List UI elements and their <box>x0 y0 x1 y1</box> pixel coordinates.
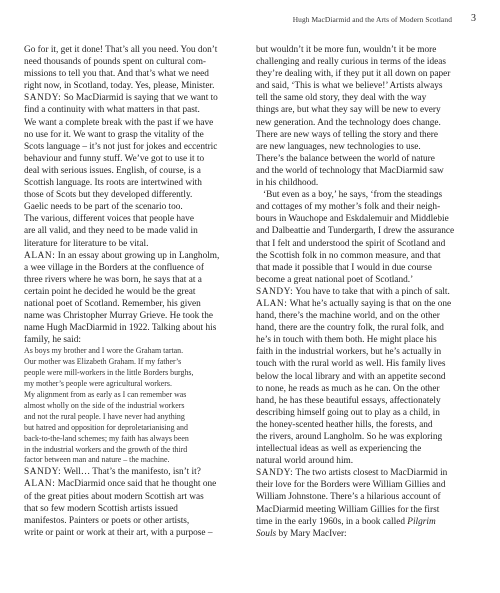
text-line: things are, but what they say will be new to every <box>256 105 441 116</box>
text-line: three rivers where he was born, he says that at a <box>24 274 202 285</box>
text-line: no use for it. We want to grasp the vitality of the <box>24 129 204 140</box>
quote-line: my mother’s people were agricultural workers. <box>24 379 172 389</box>
text-line: the Scottish folk in no common measure, and that <box>256 250 441 261</box>
left-column <box>24 44 235 539</box>
right-column <box>256 44 467 540</box>
text-line: Scottish language. Its roots are intertwined with <box>24 178 202 189</box>
text-line: those of Scots but they developed differently. <box>24 190 193 201</box>
paragraph <box>256 298 467 467</box>
text-line: tell the same old story, they deal with the way <box>256 93 427 104</box>
text-line: and said, ‘This is what we believe!’ Artists always <box>256 81 443 92</box>
paragraph <box>24 44 235 92</box>
page-header <box>24 15 476 29</box>
paragraph <box>256 189 467 286</box>
paragraph <box>256 44 467 189</box>
quote-line: people were mill-workers in the little Borders burghs, <box>24 368 194 378</box>
text-line: a wee village in the Borders at the confluence of <box>24 262 204 273</box>
text-line: they’re dealing with, if they put it all down on paper <box>256 69 451 80</box>
text-line: Well… That’s the manifesto, isn’t it? <box>63 467 201 478</box>
text-line: the honey-scented heather hills, the forests, and <box>256 419 433 430</box>
text-line: certain point he decided he would be the great <box>24 286 196 297</box>
text-line: and cottages of my mother’s folk and their neigh- <box>256 202 441 213</box>
quote-line: My alignment from as early as I can remember was <box>24 389 187 399</box>
text-line: The two artists closest to MacDiarmid in <box>295 468 448 479</box>
running-head: Hugh MacDiarmid and the Arts of Modern Scotland <box>292 15 452 24</box>
paragraph <box>24 92 235 249</box>
text-line: You have to take that with a pinch of salt. <box>295 286 450 297</box>
text-line: MacDiarmid meeting William Gillies for the first <box>256 504 440 515</box>
text-line: that so few modern Scottish artists issued <box>24 503 178 514</box>
text-line: but wouldn’t it be more fun, wouldn’t it be more <box>256 45 437 55</box>
speaker-label: ALAN: <box>24 250 56 261</box>
quote-line: and not the rural people. I have never had anything <box>24 411 185 421</box>
text-line: William Johnstone. There’s a hilarious account of <box>256 492 441 503</box>
text-line: right now, in Scotland, today. Yes, please, Minister. <box>24 81 215 92</box>
paragraph <box>256 467 467 540</box>
text-line: that made it possible that I would in due course <box>256 262 432 273</box>
quote-line: in the industrial workers and the growth of the third <box>24 444 188 454</box>
text-line: describing himself going out to play as a child, in <box>256 407 440 418</box>
text-line: their love for the Borders were William Gillies and <box>256 480 446 491</box>
text-line: bours in Wauchope and Eskdalemuir and Middlebie <box>256 214 449 225</box>
text-line: are all valid, and they need to be made valid in <box>24 226 198 237</box>
text-line: Scots language – it’s not just for jokes and eccentric <box>24 141 218 152</box>
text-line: of the great pities about modern Scottish art was <box>24 491 204 502</box>
text-line: he’s in touch with them both. He might place his <box>256 335 437 346</box>
text-line: Go for it, get it done! That’s all you need. You don’t <box>24 45 218 55</box>
speaker-label: SANDY: <box>24 467 62 478</box>
text-line: that I felt and understood the spirit of Scotland and <box>256 238 446 249</box>
quote-line: As boys my brother and I wore the Graham tartan. <box>24 346 184 356</box>
text-line: name Hugh MacDiarmid in 1922. Talking about his <box>24 323 217 334</box>
speaker-label: ALAN: <box>24 479 56 490</box>
text-line: We want a complete break with the past if we have <box>24 117 214 128</box>
page-number: 3 <box>471 13 476 24</box>
text-line: intellectual ideas as well as experiencing the <box>256 444 422 455</box>
quote-line: back-to-the-land schemes; my faith has always been <box>24 433 189 443</box>
text-line: below the local library and with an appetite second <box>256 371 446 382</box>
text-line: What he’s actually saying is that on the one <box>289 298 452 309</box>
text-line: faith in the industrial workers, but he’s actually in <box>256 347 442 358</box>
text-line: natural world around him. <box>256 456 354 467</box>
text-line: There’s the balance between the world of nature <box>256 153 435 164</box>
paragraph <box>256 286 467 298</box>
text-line: deal with serious issues. English, of course, is a <box>24 165 201 176</box>
text-line: missions to tell you that. And that’s what we need <box>24 69 209 80</box>
text-line: family, he said: <box>24 335 81 346</box>
text-line: behaviour and funny stuff. We’ve got to use it to <box>24 153 205 164</box>
text-line: need thousands of pounds spent on cultural com- <box>24 57 207 68</box>
speaker-label: SANDY: <box>256 468 294 479</box>
text-line: hand, there are the country folk, the rural folk, and <box>256 323 444 334</box>
book-title: Pilgrim <box>407 516 436 527</box>
text-line: literature for literature to be vital. <box>24 238 149 249</box>
text-line: find a continuity with what matters in that past. <box>24 105 200 116</box>
text-line: name was Christopher Murray Grieve. He took the <box>24 311 213 322</box>
text-line: in his childhood. <box>256 178 319 189</box>
text-line: to none, he reads as much as he can. On the other <box>256 383 440 394</box>
text-line: and Dalbeattie and Tundergarth, I drew the assurance <box>256 226 455 237</box>
text-line: There are new ways of telling the story and there <box>256 129 438 140</box>
text-line: the rivers, around Langholm. So he was exploring <box>256 432 443 442</box>
speaker-label: SANDY: <box>24 93 62 104</box>
quote-line: Our mother was Elizabeth Graham. If my father’s <box>24 357 182 367</box>
text-line: hand, he has these beautiful essays, affectionately <box>256 395 441 406</box>
text-line: new generation. And the technology does change. <box>256 117 441 128</box>
quote-line: but hatred and opposition for deproletarianising and <box>24 422 188 432</box>
block-quote <box>24 346 235 466</box>
text-line: In an essay about growing up in Langholm, <box>57 250 220 261</box>
text-line: hand, there’s the machine world, and on the other <box>256 311 440 322</box>
paragraph <box>24 478 235 538</box>
paragraph <box>24 250 235 347</box>
text-line: and the world of technology that MacDiarmid saw <box>256 165 444 176</box>
book-title-cont: Souls <box>256 528 277 539</box>
text-line: So MacDiarmid is saying that we want to <box>63 93 218 104</box>
text-line: touch with the rural world as well. His family lives <box>256 359 446 370</box>
text-line: are new languages, new technologies to use. <box>256 141 421 152</box>
text-line: ‘But even as a boy,’ he says, ‘from the steadings <box>256 190 443 201</box>
text-line: become a great national poet of Scotland.’ <box>256 274 414 285</box>
text-line: write or paint or work at their art, with a purpose – <box>24 527 213 538</box>
text-line: time in the early 1960s, in a book called <box>256 516 405 527</box>
quote-line: factor between man and nature – the machine. <box>24 455 170 465</box>
text-line: Gaelic needs to be part of the scenario too. <box>24 202 183 213</box>
speaker-label: ALAN: <box>256 298 288 309</box>
text-line: national poet of Scotland. Remember, his given <box>24 298 201 309</box>
text-line: manifestos. Painters or poets or other artists, <box>24 515 190 526</box>
text-line: MacDiarmid once said that he thought one <box>57 479 217 490</box>
quote-line: almost wholly on the side of the industrial workers <box>24 400 185 410</box>
paragraph <box>24 466 235 478</box>
speaker-label: SANDY: <box>256 286 294 297</box>
text-line: The various, different voices that people have <box>24 214 194 225</box>
text-line: challenging and really curious in terms of the ideas <box>256 57 447 68</box>
text-line: by Mary MacIver: <box>276 528 347 539</box>
